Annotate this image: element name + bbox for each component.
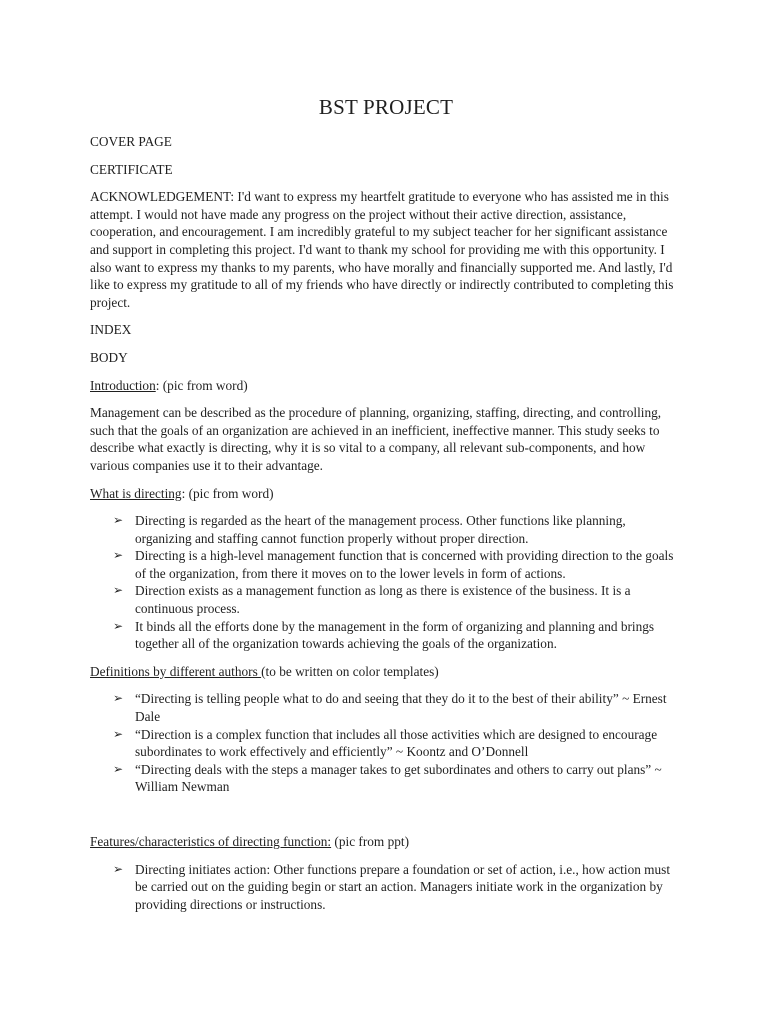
arrow-bullet-icon: ➢ (113, 761, 124, 776)
arrow-bullet-icon: ➢ (113, 726, 124, 741)
features-list (90, 861, 682, 914)
features-note: (pic from ppt) (331, 834, 410, 849)
arrow-bullet-icon: ➢ (113, 513, 124, 528)
introduction-note: : (pic from word) (155, 377, 248, 393)
directing-list (90, 512, 682, 653)
list-item-text: “Direction is a complex function that includes all those activities which are designed to encourage subordinates to work effectively and efficiently” ~ Koontz and O’Donnell (135, 726, 658, 760)
introduction-heading: Introduction (90, 377, 156, 393)
list-item-text: Directing is a high-level management function that is concerned with providing direction to the goals of the organization, from there it moves on to the lower levels in form of actions. (135, 548, 674, 581)
list-item-text: “Directing is telling people what to do and seeing that they do it to the best of their ability” ~ Ernest Dale (135, 691, 667, 725)
acknowledgement-paragraph: ACKNOWLEDGEMENT: I'd want to express my heartfelt gratitude to everyone who has assisted me in this attempt. I would not have made any progress on the project without their active direction, assistance, cooperation, and encouragement. I am incredibly grateful to my subject teacher for her significant assistance and support in completing this project. I'd want to thank my school for providing me with this opportunity. I also want to express my thanks to my parents, who have morally and financially supported me. And lastly, I'd like to express my gratitude to all of my friends who have directly or indirectly contributed to completing this project. (90, 189, 674, 310)
list-item (113, 547, 682, 582)
document-content (90, 94, 682, 923)
introduction-paragraph: Management can be described as the procedure of planning, organizing, staffing, directing, and controlling, such that the goals of an organization are achieved in an inefficient, ineffective manner. This study seeks to describe what exactly is directing, why it is so vital to a company, all relevant sub-components, and how various companies use it to their advantage. (90, 405, 662, 473)
list-item (113, 618, 682, 653)
arrow-bullet-icon: ➢ (113, 861, 124, 876)
features-heading: Features/characteristics of directing function: (90, 834, 332, 849)
features-heading-line (90, 833, 682, 851)
definitions-heading-line (90, 663, 682, 681)
list-item (113, 512, 682, 547)
definitions-list (90, 690, 682, 796)
body-line: BODY (90, 349, 128, 365)
definitions-heading: Definitions by different authors (90, 663, 262, 679)
introduction-heading-line (90, 377, 682, 395)
index-line: INDEX (90, 322, 132, 338)
list-item-text: Direction exists as a management function as long as there is existence of the business. It is a continuous process. (135, 583, 631, 617)
list-item (113, 861, 682, 914)
page-title: BST PROJECT (318, 95, 454, 119)
list-item (113, 690, 682, 725)
list-item (113, 582, 682, 617)
list-item-text: “Directing deals with the steps a manager takes to get subordinates and others to carry out plans” ~ William Newman (135, 761, 662, 795)
list-item (113, 761, 682, 796)
list-item-text: Directing is regarded as the heart of the management process. Other functions like planning, organizing and staffing cannot function properly without proper direction. (135, 513, 626, 546)
list-item-text: It binds all the efforts done by the management in the form of organizing and planning and brings together all of the organization towards achieving the goals of the organization. (135, 618, 655, 652)
definitions-note: (to be written on color templates) (261, 663, 439, 679)
section-spacer (90, 806, 682, 833)
directing-heading-line (90, 485, 682, 503)
arrow-bullet-icon: ➢ (113, 618, 124, 633)
arrow-bullet-icon: ➢ (113, 691, 124, 706)
arrow-bullet-icon: ➢ (113, 548, 124, 563)
cover-page-line: COVER PAGE (90, 134, 172, 149)
list-item (113, 726, 682, 761)
list-item-text: Directing initiates action: Other functions prepare a foundation or set of action, i.e., how action must be carried out on the guiding begin or start an action. Managers initiate work in the organization by providing directions or instructions. (135, 861, 671, 912)
arrow-bullet-icon: ➢ (113, 583, 124, 598)
directing-heading: What is directing (90, 485, 182, 501)
directing-note: : (pic from word) (181, 485, 274, 501)
certificate-line: CERTIFICATE (90, 161, 173, 177)
